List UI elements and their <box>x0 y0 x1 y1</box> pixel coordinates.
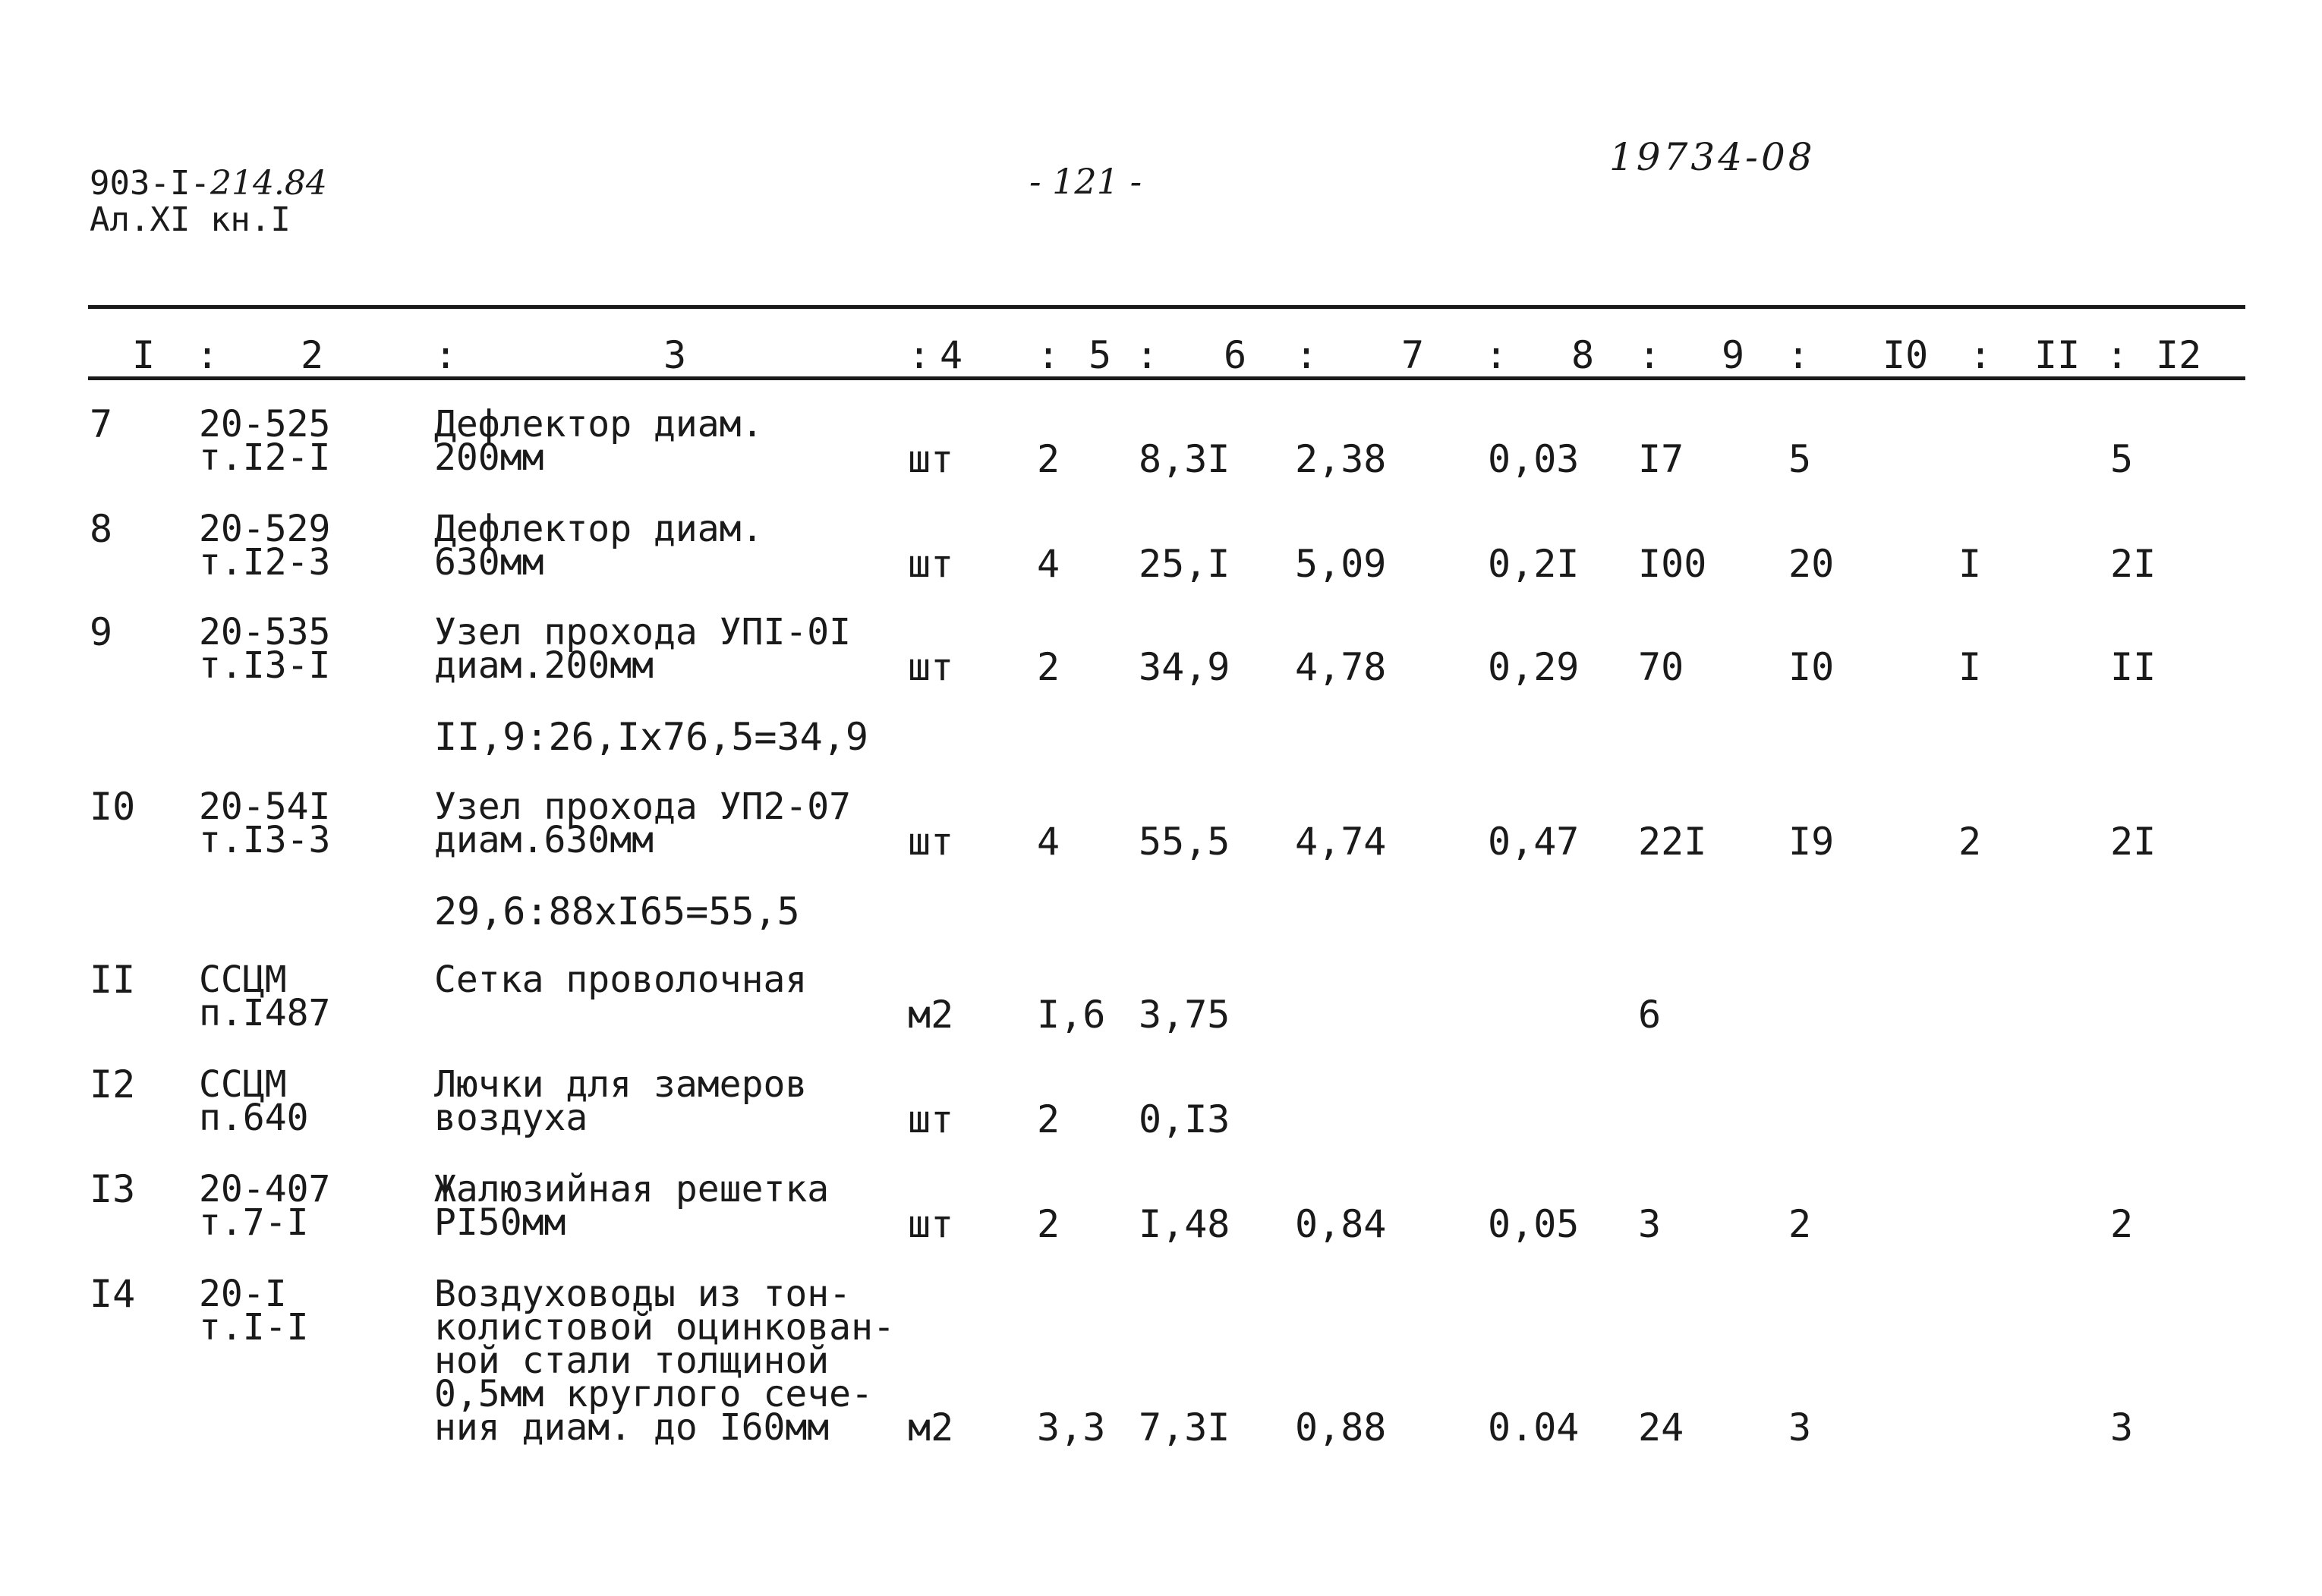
column-header-1: I <box>132 333 156 377</box>
norm-code: ССЦМ <box>199 1063 287 1106</box>
column-header-6: 6 <box>1224 333 1247 377</box>
calculation-note: II,9:26,Iх76,5=34,9 <box>434 715 868 759</box>
unit: шт <box>908 1097 954 1141</box>
column-header-4: 4 <box>940 333 963 377</box>
column-header-10: I0 <box>1882 333 1929 377</box>
value-col-6: 55,5 <box>1139 820 1230 864</box>
quantity: 3,3 <box>1037 1406 1106 1450</box>
column-separator: : <box>1787 333 1810 377</box>
norm-code: 20-54I <box>199 785 331 828</box>
norm-code-table: т.I-I <box>199 1306 309 1349</box>
value-col-12: II <box>2110 645 2157 689</box>
value-col-10: 3 <box>1788 1406 1812 1450</box>
row-number: 8 <box>90 507 113 551</box>
page-number: - 121 - <box>1029 161 1142 202</box>
row-number: 7 <box>90 402 113 446</box>
unit: шт <box>908 437 954 481</box>
value-col-7: 4,74 <box>1295 820 1387 864</box>
value-col-6: 7,3I <box>1139 1406 1230 1450</box>
column-header-7: 7 <box>1401 333 1425 377</box>
quantity: 2 <box>1037 437 1060 481</box>
item-name: диам.200мм <box>434 644 654 687</box>
quantity: 4 <box>1037 820 1060 864</box>
value-col-11: 2 <box>1958 820 1982 864</box>
item-name: воздуха <box>434 1097 588 1139</box>
row-number: I3 <box>90 1167 136 1211</box>
column-separator: : <box>1136 333 1159 377</box>
column-header-11: II <box>2034 333 2081 377</box>
value-col-7: 2,38 <box>1295 437 1387 481</box>
value-col-6: 0,I3 <box>1139 1097 1230 1141</box>
quantity: 2 <box>1037 1097 1060 1141</box>
item-name: Дефлектор диам. <box>434 508 764 550</box>
quantity: 2 <box>1037 1202 1060 1246</box>
row-number: II <box>90 958 136 1002</box>
column-header-5: 5 <box>1089 333 1112 377</box>
value-col-9: 24 <box>1638 1406 1684 1450</box>
value-col-12: 2 <box>2110 1202 2134 1246</box>
row-number: 9 <box>90 610 113 654</box>
value-col-7: 0,88 <box>1295 1406 1387 1450</box>
quantity: 2 <box>1037 645 1060 689</box>
value-col-9: 3 <box>1638 1202 1662 1246</box>
column-separator: : <box>434 333 458 377</box>
value-col-8: 0,2I <box>1488 542 1580 586</box>
value-col-8: 0,05 <box>1488 1202 1580 1246</box>
column-header-9: 9 <box>1722 333 1745 377</box>
value-col-10: 2 <box>1788 1202 1812 1246</box>
norm-code-table: т.I3-3 <box>199 819 331 861</box>
value-col-10: 5 <box>1788 437 1812 481</box>
album-label: Ал.XI кн.I <box>90 200 291 239</box>
item-name: ной стали толщиной <box>434 1339 830 1382</box>
document-code-handwritten: 214.84 <box>210 164 327 203</box>
value-col-9: I00 <box>1638 542 1707 586</box>
document-code <box>90 165 327 202</box>
value-col-9: 22I <box>1638 820 1707 864</box>
quantity: 4 <box>1037 542 1060 586</box>
value-col-11: I <box>1958 645 1982 689</box>
value-col-9: 6 <box>1638 993 1662 1037</box>
column-separator: : <box>1638 333 1662 377</box>
unit: шт <box>908 542 954 586</box>
row-number: I4 <box>90 1272 136 1316</box>
unit: м2 <box>908 1406 954 1450</box>
document-code-printed: 903-I- <box>90 164 210 203</box>
value-col-6: 25,I <box>1139 542 1230 586</box>
column-header-2: 2 <box>301 333 324 377</box>
norm-code: ССЦМ <box>199 959 287 1001</box>
value-col-6: I,48 <box>1139 1202 1230 1246</box>
norm-code-table: т.I3-I <box>199 644 331 687</box>
item-name: Лючки для замеров <box>434 1063 808 1106</box>
unit: шт <box>908 820 954 864</box>
column-separator: : <box>1485 333 1508 377</box>
item-name: ния диам. до I60мм <box>434 1406 830 1449</box>
value-col-7: 5,09 <box>1295 542 1387 586</box>
column-separator: : <box>1295 333 1319 377</box>
value-col-10: 20 <box>1788 542 1835 586</box>
norm-code-table: п.640 <box>199 1097 309 1139</box>
column-header-row <box>0 332 2322 378</box>
norm-code-table: т.I2-3 <box>199 541 331 584</box>
value-col-7: 0,84 <box>1295 1202 1387 1246</box>
value-col-7: 4,78 <box>1295 645 1387 689</box>
value-col-12: 3 <box>2110 1406 2134 1450</box>
item-name: 200мм <box>434 436 544 479</box>
unit: шт <box>908 1202 954 1246</box>
value-col-11: I <box>1958 542 1982 586</box>
item-name: Жалюзийная решетка <box>434 1168 830 1210</box>
value-col-6: 8,3I <box>1139 437 1230 481</box>
item-name: колистовой оцинкован- <box>434 1306 895 1349</box>
archive-number: 19734-08 <box>1609 135 1816 179</box>
norm-code: 20-535 <box>199 611 331 653</box>
norm-code-table: т.7-I <box>199 1201 309 1244</box>
value-col-6: 34,9 <box>1139 645 1230 689</box>
norm-code: 20-529 <box>199 508 331 550</box>
value-col-10: I0 <box>1788 645 1835 689</box>
norm-code-table: т.I2-I <box>199 436 331 479</box>
value-col-6: 3,75 <box>1139 993 1230 1037</box>
value-col-12: 2I <box>2110 820 2157 864</box>
norm-code: 20-I <box>199 1273 287 1315</box>
column-header-8: 8 <box>1571 333 1595 377</box>
column-separator: : <box>1969 333 1993 377</box>
norm-code: 20-525 <box>199 403 331 445</box>
table-top-rule <box>88 305 2245 309</box>
quantity: I,6 <box>1037 993 1106 1037</box>
value-col-8: 0.04 <box>1488 1406 1580 1450</box>
calculation-note: 29,6:88хI65=55,5 <box>434 889 800 933</box>
item-name: Сетка проволочная <box>434 959 808 1001</box>
norm-code-table: п.I487 <box>199 992 331 1034</box>
value-col-8: 0,03 <box>1488 437 1580 481</box>
column-header-12: I2 <box>2156 333 2202 377</box>
column-header-3: 3 <box>663 333 687 377</box>
item-name: Дефлектор диам. <box>434 403 764 445</box>
unit: м2 <box>908 993 954 1037</box>
value-col-12: 2I <box>2110 542 2157 586</box>
column-separator: : <box>2106 333 2129 377</box>
item-name: РI50мм <box>434 1201 566 1244</box>
value-col-10: I9 <box>1788 820 1835 864</box>
value-col-9: 70 <box>1638 645 1684 689</box>
item-name: Узел прохода УПI-0I <box>434 611 852 653</box>
item-name: 630мм <box>434 541 544 584</box>
value-col-8: 0,29 <box>1488 645 1580 689</box>
value-col-9: I7 <box>1638 437 1684 481</box>
unit: шт <box>908 645 954 689</box>
column-separator: : <box>908 333 931 377</box>
norm-code: 20-407 <box>199 1168 331 1210</box>
row-number: I2 <box>90 1062 136 1106</box>
column-separator: : <box>1037 333 1060 377</box>
value-col-12: 5 <box>2110 437 2134 481</box>
value-col-8: 0,47 <box>1488 820 1580 864</box>
item-name: Узел прохода УП2-07 <box>434 785 852 828</box>
row-number: I0 <box>90 785 136 829</box>
column-separator: : <box>196 333 219 377</box>
item-name: Воздуховоды из тон- <box>434 1273 852 1315</box>
item-name: диам.630мм <box>434 819 654 861</box>
item-name: 0,5мм круглого сече- <box>434 1373 873 1415</box>
